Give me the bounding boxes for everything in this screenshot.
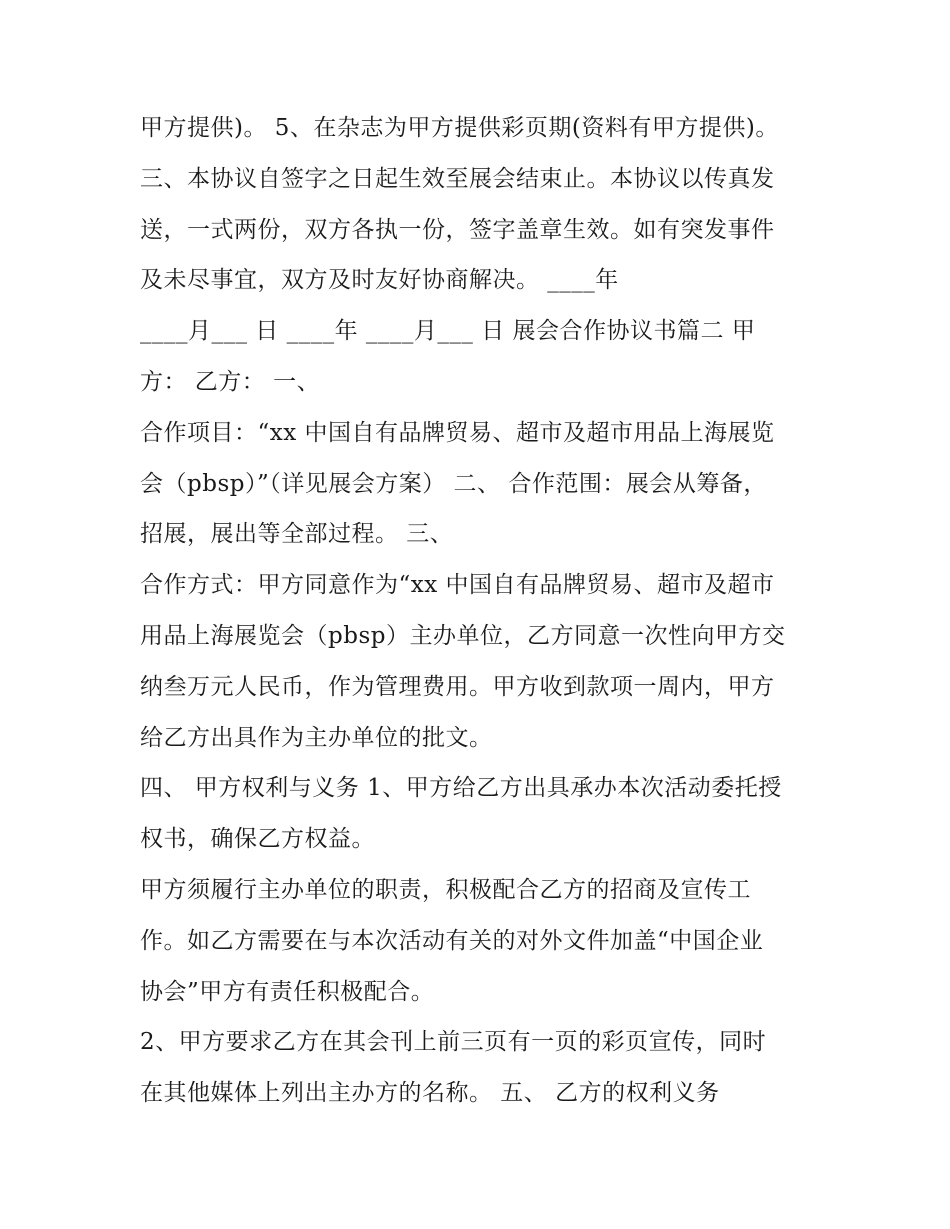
text-line: 在其他媒体上列出主办方的名称。 五、 乙方的权利义务 [140,1080,720,1107]
text-line: 权书，确保乙方权益。 [140,826,375,853]
text-line: 作。如乙方需要在与本次活动有关的对外文件加盖“中国企业 [140,927,764,954]
text-line: 2、甲方要求乙方在其会刊上前三页有一页的彩页宣传，同时 [140,1029,767,1056]
text-line: 招展，展出等全部过程。 三、 [140,521,454,548]
text-line: 协会”甲方有责任积极配合。 [140,978,435,1005]
text-line: 合作方式：甲方同意作为“xx 中国自有品牌贸易、超市及超市 [140,572,775,599]
document-body [140,103,830,1119]
text-line: 甲方须履行主办单位的职责，积极配合乙方的招商及宣传工 [140,876,751,903]
text-line: 送，一式两份，双方各执一份，签字盖章生效。如有突发事件 [140,216,775,243]
text-line: 合作项目：“xx 中国自有品牌贸易、超市及超市用品上海展览 [140,419,775,446]
text-line: 会（pbsp）”（详见展会方案） 二、 合作范围：展会从筹备， [140,470,767,497]
text-line: 方： 乙方： 一、 [140,368,321,395]
text-line: 纳叁万元人民币，作为管理费用。甲方收到款项一周内，甲方 [140,673,775,700]
text-line: ____月___ 日 ____年 ____月___ 日 展会合作协议书篇二 甲 [140,318,756,345]
text-line: 四、 甲方权利与义务 1、甲方给乙方出具承办本次活动委托授 [140,775,782,802]
text-line: 三、本协议自签字之日起生效至展会结束止。本协议以传真发 [140,165,775,192]
text-line: 用品上海展览会（pbsp）主办单位，乙方同意一次性向甲方交 [140,622,786,649]
text-line: 及未尽事宜，双方及时友好协商解决。 ____年 [140,267,619,294]
text-line: 甲方提供)。 5、在杂志为甲方提供彩页期(资料有甲方提供)。 [140,115,779,141]
text-line: 给乙方出具作为主办单位的批文。 [140,724,493,751]
